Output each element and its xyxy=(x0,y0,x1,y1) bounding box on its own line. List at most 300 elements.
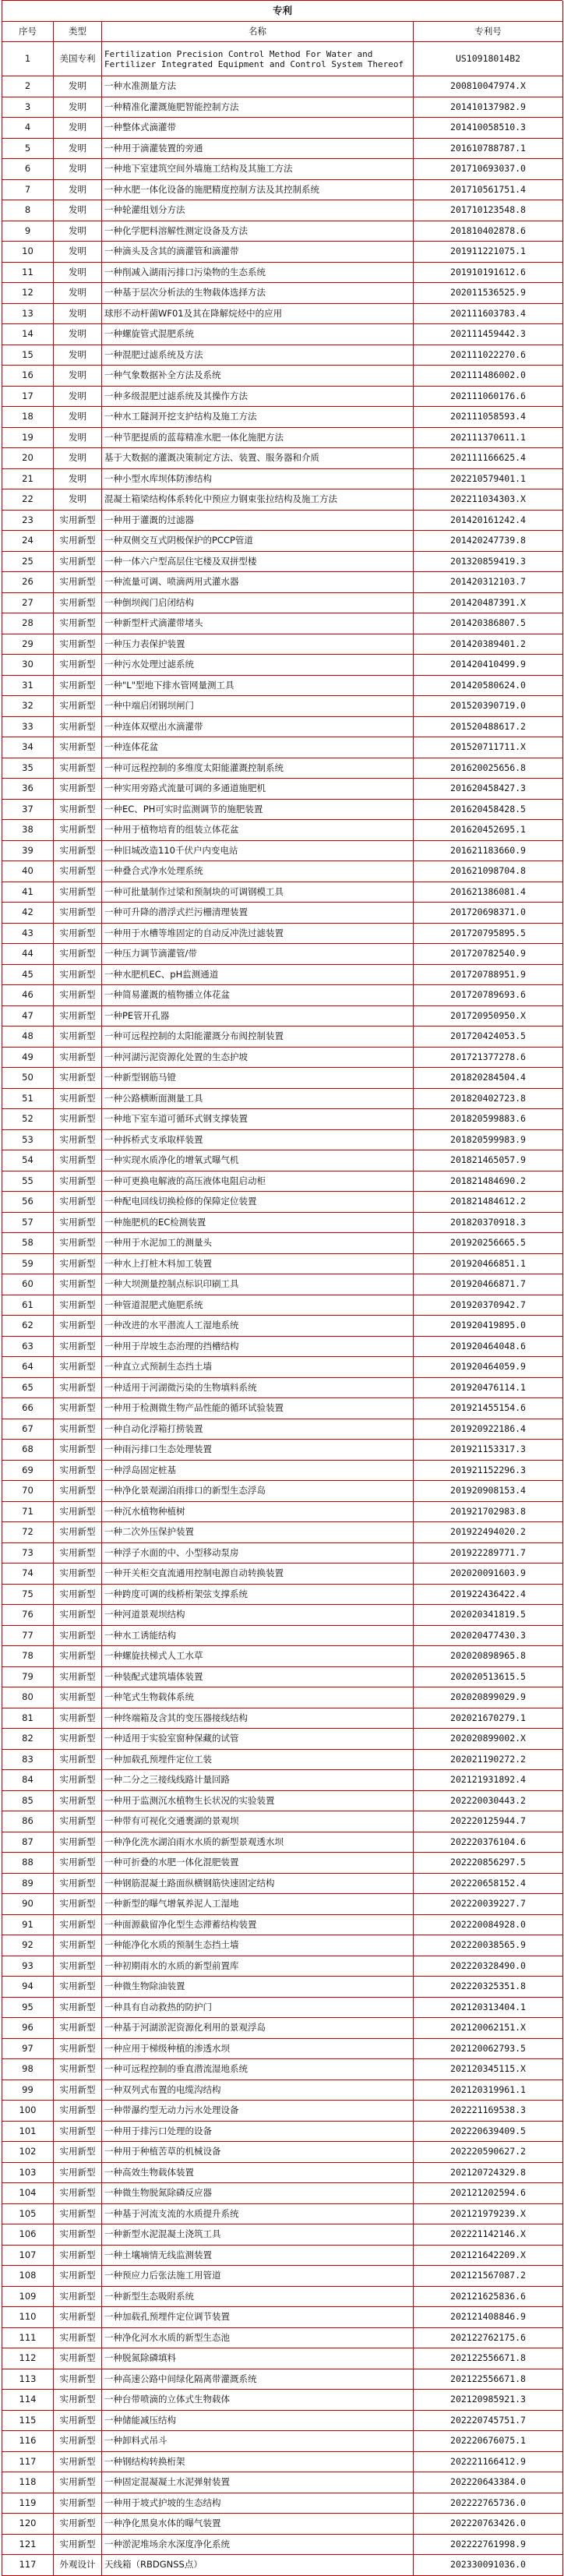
cell-type: 实用新型 xyxy=(54,2224,102,2246)
cell-patent-number: 201720782540.9 xyxy=(414,944,563,965)
cell-name: 一种水肥机EC、pH监测通道 xyxy=(102,965,414,986)
cell-type: 实用新型 xyxy=(54,2472,102,2493)
cell-patent-number: 201820599983.9 xyxy=(414,1130,563,1151)
cell-type: 实用新型 xyxy=(54,1481,102,1502)
cell-patent-number: 201821465057.9 xyxy=(414,1150,563,1171)
cell-type: 实用新型 xyxy=(54,676,102,697)
cell-type: 实用新型 xyxy=(54,1337,102,1358)
cell-type: 实用新型 xyxy=(54,2018,102,2039)
cell-patent-number: 202220328490.0 xyxy=(414,1956,563,1977)
cell-name: 一种小型水库坝体防渗结构 xyxy=(102,469,414,490)
cell-type: 发明 xyxy=(54,76,102,97)
cell-patent-number: 202220084928.0 xyxy=(414,1915,563,1936)
cell-patent-number: 201920476114.1 xyxy=(414,1378,563,1399)
cell-index: 70 xyxy=(2,1481,54,1502)
cell-type: 实用新型 xyxy=(54,1006,102,1027)
cell-index: 63 xyxy=(2,1337,54,1358)
cell-type: 实用新型 xyxy=(54,1585,102,1606)
cell-type: 实用新型 xyxy=(54,1048,102,1069)
cell-index: 3 xyxy=(2,97,54,118)
cell-index: 73 xyxy=(2,1543,54,1564)
cell-patent-number: 202011536525.9 xyxy=(414,283,563,304)
cell-patent-number: 201820284504.4 xyxy=(414,1068,563,1089)
cell-type: 实用新型 xyxy=(54,1461,102,1482)
cell-patent-number: 201420312103.7 xyxy=(414,572,563,593)
cell-index: 67 xyxy=(2,1419,54,1440)
cell-patent-number: 201920466851.1 xyxy=(414,1254,563,1275)
cell-index: 95 xyxy=(2,1998,54,2019)
cell-index: 118 xyxy=(2,2472,54,2493)
cell-type: 实用新型 xyxy=(54,1171,102,1193)
cell-index: 53 xyxy=(2,1130,54,1151)
cell-name: 一种新型钢筋马镫 xyxy=(102,1068,414,1089)
cell-type: 实用新型 xyxy=(54,841,102,862)
cell-name: 一种整体式滴灌带 xyxy=(102,118,414,139)
cell-name: 一种雨污排口生态处理装置 xyxy=(102,1440,414,1461)
cell-patent-number: 201410058510.3 xyxy=(414,118,563,139)
cell-index: 79 xyxy=(2,1667,54,1688)
cell-name: 一种旧城改造110千伏户内变电站 xyxy=(102,841,414,862)
cell-name: 一种微生物除油装置 xyxy=(102,1977,414,1998)
cell-name: 一种储能减压结构 xyxy=(102,2411,414,2432)
cell-type: 实用新型 xyxy=(54,2348,102,2369)
cell-index: 94 xyxy=(2,1977,54,1998)
cell-name: 一种实现水质净化的增氧式曝气机 xyxy=(102,1150,414,1171)
cell-name: 一种脱氮除磷填料 xyxy=(102,2348,414,2369)
cell-name: 一种可远程控制的太阳能灌溉分布阀控制装置 xyxy=(102,1027,414,1048)
cell-name: 一种用于植物培育的组装立体花盆 xyxy=(102,820,414,841)
cell-name: 一种新型生态吸附系统 xyxy=(102,2287,414,2308)
cell-patent-number: 201820370918.3 xyxy=(414,1213,563,1234)
cell-type: 实用新型 xyxy=(54,882,102,903)
cell-type: 实用新型 xyxy=(54,2514,102,2535)
cell-type: 实用新型 xyxy=(54,1522,102,1543)
cell-type: 实用新型 xyxy=(54,1543,102,1564)
cell-name: 一种管道混肥式施肥系统 xyxy=(102,1295,414,1316)
cell-type: 实用新型 xyxy=(54,944,102,965)
cell-type: 实用新型 xyxy=(54,1502,102,1523)
cell-patent-number: 201920419895.0 xyxy=(414,1316,563,1337)
cell-type: 实用新型 xyxy=(54,1977,102,1998)
cell-index: 107 xyxy=(2,2246,54,2267)
patent-table xyxy=(2,0,562,2576)
cell-index: 101 xyxy=(2,2122,54,2143)
cell-index: 21 xyxy=(2,469,54,490)
cell-patent-number: 201621183660.9 xyxy=(414,841,563,862)
cell-name: 一种加载孔预埋件定位工装 xyxy=(102,1750,414,1771)
cell-type: 实用新型 xyxy=(54,634,102,655)
cell-index: 4 xyxy=(2,118,54,139)
cell-name: 一种微生物脱氮除磷反应器 xyxy=(102,2183,414,2204)
cell-type: 实用新型 xyxy=(54,1646,102,1667)
cell-index: 114 xyxy=(2,2390,54,2411)
cell-index: 55 xyxy=(2,1171,54,1193)
cell-name: 一种改进的水平潜流人工湿地系统 xyxy=(102,1316,414,1337)
cell-patent-number: 201610788787.1 xyxy=(414,139,563,160)
cell-type: 实用新型 xyxy=(54,572,102,593)
cell-name: 一种用于岸坡生态治理的挡槽结构 xyxy=(102,1337,414,1358)
cell-index: 6 xyxy=(2,159,54,180)
cell-type: 实用新型 xyxy=(54,2369,102,2390)
cell-index: 1 xyxy=(2,42,54,76)
cell-index: 46 xyxy=(2,985,54,1006)
cell-index: 78 xyxy=(2,1646,54,1667)
cell-name: 球形不动杆菌WF01及其在降解烷烃中的应用 xyxy=(102,304,414,325)
cell-name: 一种用于种植苦草的机械设备 xyxy=(102,2142,414,2163)
cell-patent-number: 202121567087.2 xyxy=(414,2266,563,2287)
cell-index: 28 xyxy=(2,613,54,634)
cell-type: 实用新型 xyxy=(54,2246,102,2267)
cell-index: 110 xyxy=(2,2307,54,2328)
cell-type: 实用新型 xyxy=(54,696,102,717)
cell-type: 发明 xyxy=(54,428,102,449)
cell-type: 实用新型 xyxy=(54,2266,102,2287)
cell-name: 一种轮灌组划分方法 xyxy=(102,200,414,221)
cell-index: 115 xyxy=(2,2411,54,2432)
cell-name: 一种中端启闭钢坝闸门 xyxy=(102,696,414,717)
cell-type: 实用新型 xyxy=(54,861,102,882)
table-title: 专利 xyxy=(2,1,563,22)
cell-patent-number: 202111166625.4 xyxy=(414,448,563,469)
cell-index: 116 xyxy=(2,2431,54,2452)
cell-index: 41 xyxy=(2,882,54,903)
cell-type: 实用新型 xyxy=(54,2411,102,2432)
cell-patent-number: 201621386081.4 xyxy=(414,882,563,903)
cell-name: 一种连体双壁出水滴灌带 xyxy=(102,717,414,738)
cell-type: 发明 xyxy=(54,200,102,221)
cell-index: 99 xyxy=(2,2080,54,2101)
cell-index: 82 xyxy=(2,1729,54,1750)
cell-index: 22 xyxy=(2,489,54,511)
cell-type: 实用新型 xyxy=(54,511,102,532)
cell-type: 发明 xyxy=(54,118,102,139)
cell-patent-number: 202121408846.9 xyxy=(414,2307,563,2328)
cell-type: 实用新型 xyxy=(54,1027,102,1048)
cell-index: 77 xyxy=(2,1626,54,1647)
cell-patent-number: 201910191612.6 xyxy=(414,263,563,284)
cell-type: 实用新型 xyxy=(54,1935,102,1956)
cell-index: 111 xyxy=(2,2328,54,2349)
cell-patent-number: 201520488617.2 xyxy=(414,717,563,738)
cell-type: 实用新型 xyxy=(54,1998,102,2019)
cell-name: 混凝土箱梁结构体系转化中预应力钢束张拉结构及施工方法 xyxy=(102,489,414,511)
cell-index: 50 xyxy=(2,1068,54,1089)
cell-name: 一种可升降的潜浮式拦污栅清理装置 xyxy=(102,903,414,924)
cell-patent-number: 202220039227.7 xyxy=(414,1894,563,1915)
cell-patent-number: 202120062793.5 xyxy=(414,2039,563,2060)
cell-patent-number: 201710123548.8 xyxy=(414,200,563,221)
cell-name: 一种混肥过滤系统及方法 xyxy=(102,345,414,366)
cell-patent-number: 202111459442.3 xyxy=(414,324,563,345)
cell-index: 42 xyxy=(2,903,54,924)
cell-patent-number: 202120313404.1 xyxy=(414,1998,563,2019)
cell-name: 一种地下室建筑空间外墙施工结构及其施工方法 xyxy=(102,159,414,180)
cell-name: 一种水肥一体化设备的施肥精度控制方法及其控制系统 xyxy=(102,180,414,201)
cell-index: 10 xyxy=(2,242,54,263)
cell-index: 14 xyxy=(2,324,54,345)
cell-index: 60 xyxy=(2,1274,54,1295)
cell-patent-number: 201820402723.8 xyxy=(414,1089,563,1110)
cell-index: 44 xyxy=(2,944,54,965)
cell-type: 实用新型 xyxy=(54,1832,102,1853)
cell-type: 实用新型 xyxy=(54,758,102,779)
cell-patent-number: 202122762175.6 xyxy=(414,2328,563,2349)
cell-patent-number: 201420389401.2 xyxy=(414,634,563,655)
cell-index: 33 xyxy=(2,717,54,738)
cell-name: 一种"L"型地下排水管网量测工具 xyxy=(102,676,414,697)
cell-index: 92 xyxy=(2,1935,54,1956)
cell-name: 一种EC、PH可实时监测调节的施肥装置 xyxy=(102,800,414,821)
cell-type: 实用新型 xyxy=(54,1089,102,1110)
cell-name: 一种初期雨水的水质的新型前置库 xyxy=(102,1956,414,1977)
cell-name: 一种叠合式净水处理系统 xyxy=(102,861,414,882)
cell-type: 实用新型 xyxy=(54,552,102,573)
cell-index: 49 xyxy=(2,1048,54,1069)
cell-type: 实用新型 xyxy=(54,1440,102,1461)
cell-name: 一种带有可视化交通裹湖的景观坝 xyxy=(102,1811,414,1832)
cell-index: 112 xyxy=(2,2348,54,2369)
cell-name: 一种沉水植物种植树 xyxy=(102,1502,414,1523)
cell-type: 发明 xyxy=(54,407,102,428)
cell-type: 发明 xyxy=(54,448,102,469)
cell-index: 68 xyxy=(2,1440,54,1461)
cell-type: 发明 xyxy=(54,159,102,180)
cell-type: 实用新型 xyxy=(54,2328,102,2349)
cell-type: 发明 xyxy=(54,283,102,304)
cell-patent-number: 201620458428.5 xyxy=(414,800,563,821)
cell-index: 105 xyxy=(2,2204,54,2225)
cell-index: 7 xyxy=(2,180,54,201)
cell-name: 一种流量可调、喷滴两用式灌水器 xyxy=(102,572,414,593)
cell-name: 一种用于排污口处理的设备 xyxy=(102,2122,414,2143)
cell-name: 一种可更换电解液的高压液体电阻启动柜 xyxy=(102,1171,414,1193)
cell-index: 74 xyxy=(2,1564,54,1585)
cell-name: 一种河湖污泥资源化处置的生态护坡 xyxy=(102,1048,414,1069)
cell-index: 34 xyxy=(2,737,54,758)
cell-patent-number: 201920466871.7 xyxy=(414,1274,563,1295)
cell-index: 72 xyxy=(2,1522,54,1543)
cell-index: 48 xyxy=(2,1027,54,1048)
cell-name: 一种加载孔预埋件定位调节装置 xyxy=(102,2307,414,2328)
cell-patent-number: 201921153317.3 xyxy=(414,1440,563,1461)
cell-type: 实用新型 xyxy=(54,2122,102,2143)
cell-name: 一种土壤墒情无线监测装置 xyxy=(102,2246,414,2267)
cell-name: 一种钢筋混凝土路面纵横钢筋快速固定结构 xyxy=(102,1874,414,1895)
cell-index: 38 xyxy=(2,820,54,841)
cell-patent-number: 202221166412.9 xyxy=(414,2452,563,2473)
cell-name: 一种适用于实验室窗种保藏的试管 xyxy=(102,1729,414,1750)
cell-index: 84 xyxy=(2,1770,54,1791)
cell-name: 一种卸料式吊斗 xyxy=(102,2431,414,2452)
cell-type: 实用新型 xyxy=(54,2059,102,2080)
cell-type: 实用新型 xyxy=(54,1626,102,1647)
cell-index: 106 xyxy=(2,2224,54,2246)
cell-index: 54 xyxy=(2,1150,54,1171)
cell-index: 102 xyxy=(2,2142,54,2163)
cell-patent-number: 202330091036.0 xyxy=(414,2555,563,2576)
cell-name: 一种应用于梯级种植的渗透水坝 xyxy=(102,2039,414,2060)
cell-index: 109 xyxy=(2,2287,54,2308)
cell-name: 一种用于灌溉的过滤器 xyxy=(102,511,414,532)
cell-type: 美国专利 xyxy=(54,42,102,76)
cell-name: 一种水工隧洞开挖支护结构及施工方法 xyxy=(102,407,414,428)
cell-name: 一种压力表保护装置 xyxy=(102,634,414,655)
cell-name: 一种钢结构转换桁架 xyxy=(102,2452,414,2473)
cell-type: 外观设计 xyxy=(54,2555,102,2576)
cell-name: 一种实用旁路式流量可调的多通道施肥机 xyxy=(102,779,414,800)
cell-type: 实用新型 xyxy=(54,924,102,945)
cell-index: 89 xyxy=(2,1874,54,1895)
cell-name: 一种可折叠的水肥一体化混肥装置 xyxy=(102,1853,414,1874)
cell-type: 实用新型 xyxy=(54,1605,102,1626)
cell-name: 一种压力调节滴灌管/带 xyxy=(102,944,414,965)
cell-type: 发明 xyxy=(54,387,102,408)
cell-patent-number: 201911221075.1 xyxy=(414,242,563,263)
cell-name: 一种二分之三接线线路计量回路 xyxy=(102,1770,414,1791)
cell-patent-number: 202221169538.3 xyxy=(414,2101,563,2122)
cell-index: 9 xyxy=(2,221,54,242)
cell-patent-number: 202222761998.9 xyxy=(414,2535,563,2556)
cell-index: 93 xyxy=(2,1956,54,1977)
header-index: 序号 xyxy=(2,22,54,43)
cell-type: 实用新型 xyxy=(54,1729,102,1750)
cell-patent-number: 202220676075.1 xyxy=(414,2431,563,2452)
cell-type: 实用新型 xyxy=(54,1295,102,1316)
cell-patent-number: 201410137982.9 xyxy=(414,97,563,118)
cell-type: 实用新型 xyxy=(54,2204,102,2225)
cell-type: 实用新型 xyxy=(54,2039,102,2060)
cell-index: 113 xyxy=(2,2369,54,2390)
cell-index: 81 xyxy=(2,1708,54,1730)
cell-name: 一种浮子水面的中、小型移动泵房 xyxy=(102,1543,414,1564)
cell-index: 71 xyxy=(2,1502,54,1523)
cell-index: 121 xyxy=(2,2535,54,2556)
cell-patent-number: 201420580624.0 xyxy=(414,676,563,697)
cell-index: 12 xyxy=(2,283,54,304)
cell-patent-number: 201620458427.3 xyxy=(414,779,563,800)
cell-patent-number: 202020091603.9 xyxy=(414,1564,563,1585)
cell-type: 实用新型 xyxy=(54,1750,102,1771)
cell-name: 一种节肥提质的蓝莓精准水肥一体化施肥方法 xyxy=(102,428,414,449)
cell-index: 76 xyxy=(2,1605,54,1626)
cell-index: 37 xyxy=(2,800,54,821)
cell-name: 一种固定混凝凝土水泥弹射装置 xyxy=(102,2472,414,2493)
cell-type: 发明 xyxy=(54,221,102,242)
cell-patent-number: 202020341819.5 xyxy=(414,1605,563,1626)
header-type: 类型 xyxy=(54,22,102,43)
cell-name: 一种多级混肥过滤系统及其操作方法 xyxy=(102,387,414,408)
cell-name: 一种新型水泥混凝土浇筑工具 xyxy=(102,2224,414,2246)
cell-index: 75 xyxy=(2,1585,54,1606)
cell-patent-number: 202220745751.7 xyxy=(414,2411,563,2432)
header-patent-number: 专利号 xyxy=(414,22,563,43)
cell-patent-number: 202220639409.5 xyxy=(414,2122,563,2143)
cell-type: 实用新型 xyxy=(54,531,102,552)
cell-patent-number: 202220038565.9 xyxy=(414,1935,563,1956)
cell-name: 一种地下室车道可循环式钢支撑装置 xyxy=(102,1109,414,1130)
cell-name: 一种化学肥料溶解性测定设备及方法 xyxy=(102,221,414,242)
cell-name: 一种大坝测量控制点标识印刷工具 xyxy=(102,1274,414,1295)
cell-type: 实用新型 xyxy=(54,1564,102,1585)
cell-patent-number: 202220030443.2 xyxy=(414,1791,563,1812)
cell-type: 实用新型 xyxy=(54,1109,102,1130)
cell-patent-number: 200810047974.X xyxy=(414,76,563,97)
cell-name: 一种台带喷滴的立体式生物载体 xyxy=(102,2390,414,2411)
cell-index: 31 xyxy=(2,676,54,697)
cell-type: 实用新型 xyxy=(54,985,102,1006)
cell-name: 一种预应力后张法施工用管道 xyxy=(102,2266,414,2287)
cell-patent-number: 201820599883.6 xyxy=(414,1109,563,1130)
cell-name: 一种净化景观湖泊雨排口的新型生态浮岛 xyxy=(102,1481,414,1502)
cell-name: 一种气象数据补全方法及系统 xyxy=(102,366,414,387)
cell-patent-number: 201710561751.4 xyxy=(414,180,563,201)
cell-index: 64 xyxy=(2,1357,54,1378)
cell-name: 一种高速公路中间绿化隔离带灌溉系统 xyxy=(102,2369,414,2390)
cell-type: 发明 xyxy=(54,242,102,263)
cell-index: 59 xyxy=(2,1254,54,1275)
cell-name: 一种净化河水水质的新型生态池 xyxy=(102,2328,414,2349)
cell-type: 发明 xyxy=(54,366,102,387)
cell-patent-number: 202020899002.X xyxy=(414,1729,563,1750)
cell-index: 47 xyxy=(2,1006,54,1027)
cell-patent-number: 201920464059.9 xyxy=(414,1357,563,1378)
cell-index: 80 xyxy=(2,1687,54,1708)
cell-type: 实用新型 xyxy=(54,1130,102,1151)
cell-patent-number: 201920908153.4 xyxy=(414,1481,563,1502)
cell-type: 实用新型 xyxy=(54,2142,102,2163)
cell-type: 实用新型 xyxy=(54,2493,102,2514)
cell-index: 16 xyxy=(2,366,54,387)
cell-type: 实用新型 xyxy=(54,2307,102,2328)
cell-type: 实用新型 xyxy=(54,1708,102,1730)
cell-name: 一种新型杆式滴灌带堵头 xyxy=(102,613,414,634)
cell-patent-number: 202220658152.4 xyxy=(414,1874,563,1895)
cell-index: 120 xyxy=(2,2514,54,2535)
cell-type: 实用新型 xyxy=(54,1770,102,1791)
cell-name: 一种简易灌溉的植物播立体花盆 xyxy=(102,985,414,1006)
cell-patent-number: US10918014B2 xyxy=(414,42,563,76)
cell-patent-number: 202121202594.6 xyxy=(414,2183,563,2204)
cell-name: 一种自动化浮箱打捞装置 xyxy=(102,1419,414,1440)
cell-type: 实用新型 xyxy=(54,1398,102,1419)
cell-index: 100 xyxy=(2,2101,54,2122)
cell-patent-number: 201520390719.0 xyxy=(414,696,563,717)
cell-type: 发明 xyxy=(54,304,102,325)
cell-index: 24 xyxy=(2,531,54,552)
cell-type: 发明 xyxy=(54,180,102,201)
cell-type: 发明 xyxy=(54,324,102,345)
cell-patent-number: 201520711711.X xyxy=(414,737,563,758)
cell-patent-number: 202120985921.3 xyxy=(414,2390,563,2411)
cell-index: 61 xyxy=(2,1295,54,1316)
cell-type: 实用新型 xyxy=(54,903,102,924)
cell-type: 实用新型 xyxy=(54,1213,102,1234)
cell-patent-number: 201620025656.8 xyxy=(414,758,563,779)
cell-type: 实用新型 xyxy=(54,1378,102,1399)
cell-index: 83 xyxy=(2,1750,54,1771)
cell-patent-number: 201720424053.5 xyxy=(414,1027,563,1048)
cell-patent-number: 201420386807.5 xyxy=(414,613,563,634)
cell-index: 108 xyxy=(2,2266,54,2287)
cell-index: 65 xyxy=(2,1378,54,1399)
cell-index: 66 xyxy=(2,1398,54,1419)
cell-index: 13 xyxy=(2,304,54,325)
cell-patent-number: 201721377278.6 xyxy=(414,1048,563,1069)
cell-name: 一种水工诱能结构 xyxy=(102,1626,414,1647)
cell-type: 实用新型 xyxy=(54,2101,102,2122)
cell-name: 一种带瀑约型无动力污水处理设备 xyxy=(102,2101,414,2122)
cell-patent-number: 202020899029.9 xyxy=(414,1687,563,1708)
